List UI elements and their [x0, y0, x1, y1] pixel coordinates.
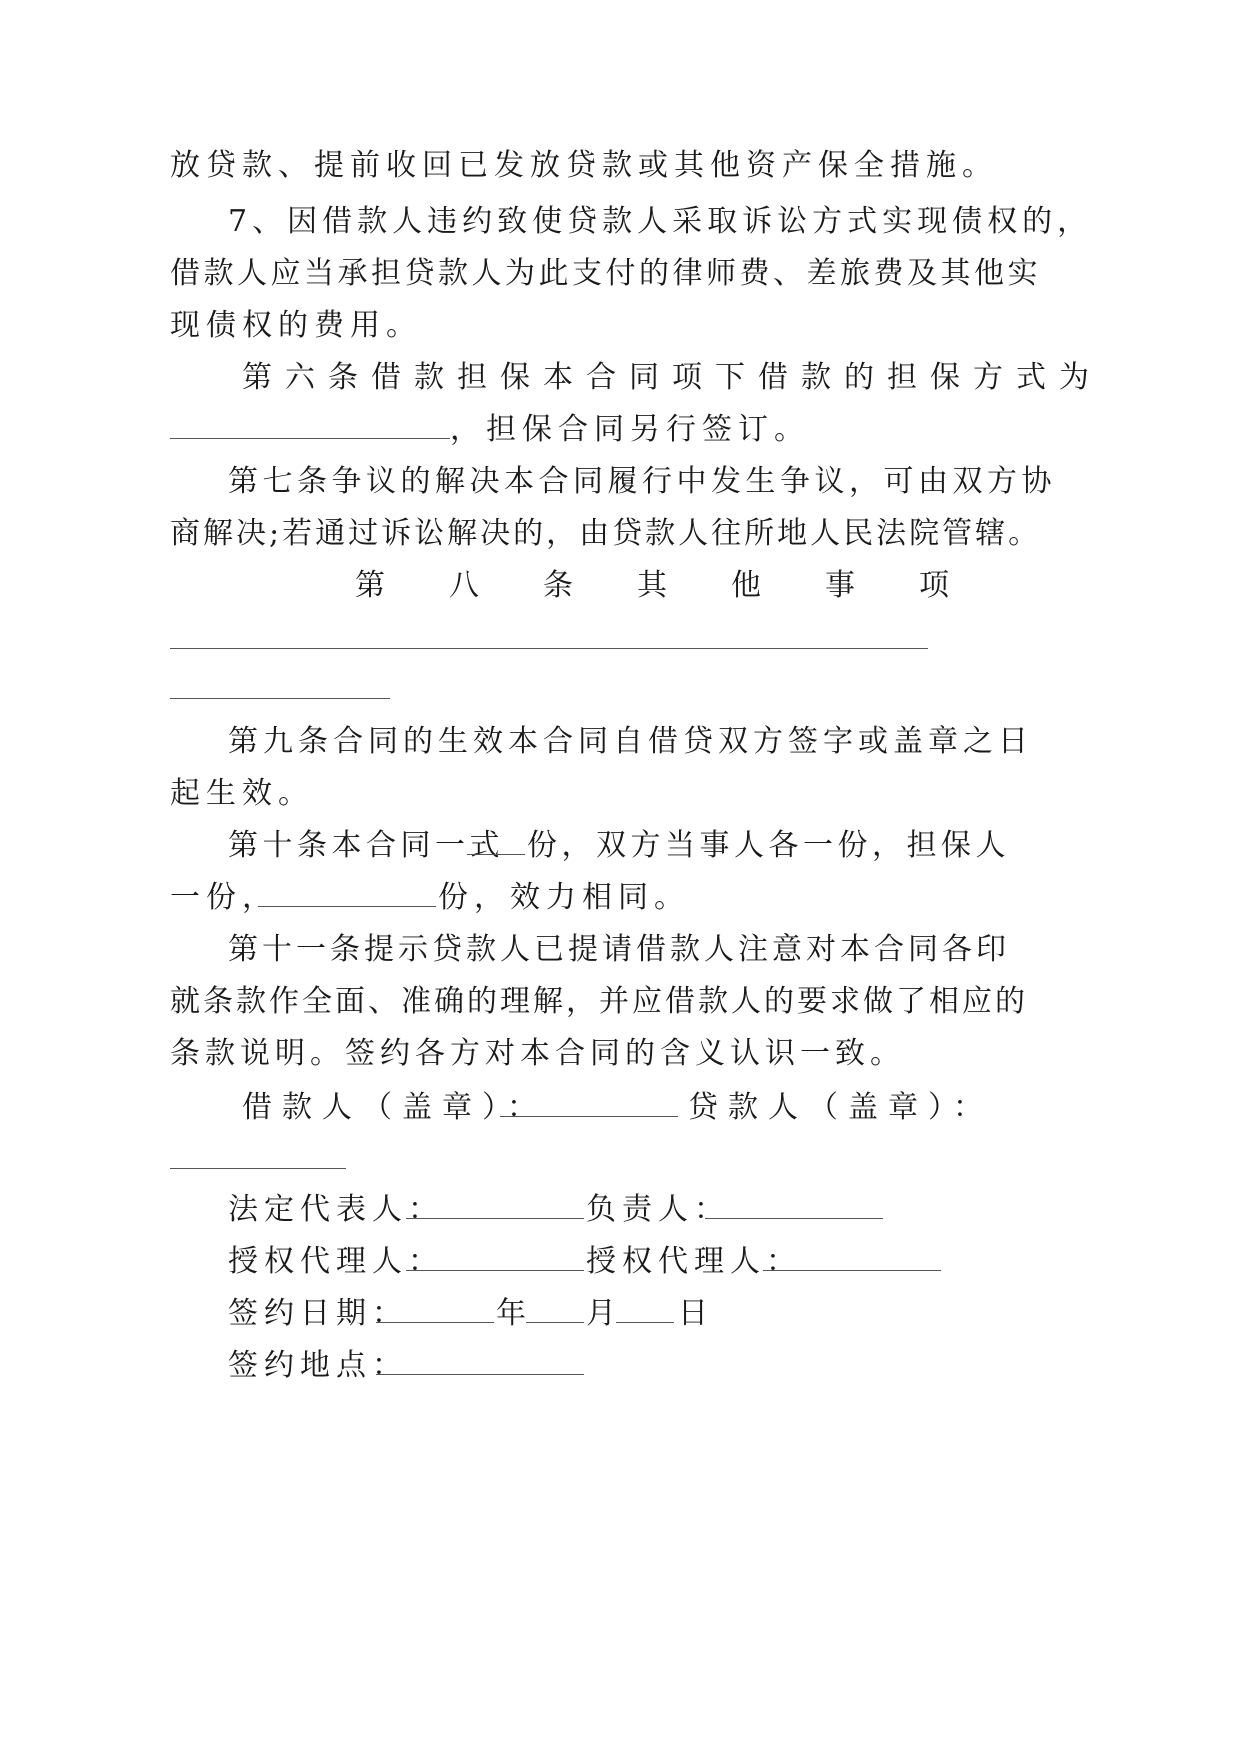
lender-seal-label: 贷款人（盖章）：	[688, 1090, 993, 1125]
text-line: 就条款作全面、准确的理解，并应借款人的要求做了相应的	[170, 984, 1028, 1019]
paragraph-line	[0, 192, 1241, 252]
year-label: 年	[496, 1296, 532, 1331]
borrower-seal-blank[interactable]	[500, 1116, 678, 1117]
signature-line	[0, 1336, 1241, 1396]
paragraph-line	[0, 1024, 1241, 1084]
text-line: 一份，	[170, 880, 278, 915]
month-blank[interactable]	[526, 1322, 584, 1323]
paragraph-line	[0, 712, 1241, 772]
article-10-text: 第十条本合同一式	[228, 828, 504, 863]
day-label: 日	[678, 1296, 714, 1331]
paragraph-line	[0, 764, 1241, 824]
paragraph-line	[0, 816, 1241, 876]
borrower-seal-label: 借款人（盖章）：	[242, 1090, 547, 1125]
signature-line	[0, 1284, 1241, 1344]
year-blank[interactable]	[376, 1322, 494, 1323]
copies-count-blank[interactable]	[467, 854, 525, 855]
article-9-text: 第九条合同的生效本合同自借贷双方签字或盖章之日	[228, 724, 1033, 759]
paragraph-line	[0, 244, 1241, 304]
text-line: 份，双方当事人各一份，担保人	[527, 828, 1010, 863]
paragraph-line	[0, 400, 1241, 460]
paragraph-line	[0, 452, 1241, 512]
agent-label: 授权代理人：	[228, 1244, 444, 1279]
text-line: 现债权的费用。	[170, 308, 422, 343]
principal-blank[interactable]	[705, 1218, 883, 1219]
guarantee-method-blank[interactable]	[170, 438, 450, 439]
sign-place-blank[interactable]	[376, 1374, 584, 1375]
paragraph-line	[0, 868, 1241, 928]
paragraph-line	[0, 504, 1241, 564]
paragraph-line	[0, 972, 1241, 1032]
text-line: 放贷款、提前收回已发放贷款或其他资产保全措施。	[170, 148, 998, 183]
other-matters-blank[interactable]	[170, 698, 390, 699]
day-blank[interactable]	[616, 1322, 674, 1323]
text-line: 份，效力相同。	[438, 880, 690, 915]
month-label: 月	[586, 1296, 622, 1331]
text-line: ，担保合同另行签订。	[450, 412, 810, 447]
other-matters-blank[interactable]	[170, 648, 928, 649]
clause-7-text: 7、因借款人违约致使贷款人采取诉讼方式实现债权的，	[228, 204, 1093, 239]
principal-label: 负责人：	[586, 1192, 730, 1227]
paragraph-line	[0, 136, 1241, 196]
signature-line	[0, 1180, 1241, 1240]
signature-line	[0, 1078, 1241, 1138]
text-line: 起生效。	[170, 776, 314, 811]
text-line: 商解决;若通过诉讼解决的，由贷款人往所地人民法院管辖。	[170, 516, 1042, 551]
paragraph-line	[0, 920, 1241, 980]
article-7-text: 第七条争议的解决本合同履行中发生争议，可由双方协	[228, 464, 1056, 499]
sign-date-label: 签约日期：	[228, 1296, 408, 1331]
paragraph-line	[0, 296, 1241, 356]
article-11-text: 第十一条提示贷款人已提请借款人注意对本合同各印	[228, 932, 1010, 967]
text-line: 条款说明。签约各方对本合同的含义认识一致。	[170, 1036, 905, 1071]
signature-line	[0, 1232, 1241, 1292]
text-line: 借款人应当承担贷款人为此支付的律师费、差旅费及其他实	[170, 256, 1041, 291]
legal-rep-blank[interactable]	[406, 1218, 584, 1219]
sign-place-label: 签约地点：	[228, 1348, 408, 1383]
agent-blank[interactable]	[763, 1270, 941, 1271]
copies-blank[interactable]	[258, 906, 436, 907]
lender-seal-blank[interactable]	[170, 1168, 346, 1169]
agent-label: 授权代理人：	[586, 1244, 802, 1279]
agent-blank[interactable]	[406, 1270, 584, 1271]
article-6-text: 第六条借款担保本合同项下借款的担保方式为	[242, 360, 1102, 395]
article-8-text: 第八条其他事项	[355, 568, 1013, 603]
paragraph-line	[0, 556, 1241, 616]
paragraph-line	[0, 348, 1241, 408]
legal-rep-label: 法定代表人：	[228, 1192, 444, 1227]
